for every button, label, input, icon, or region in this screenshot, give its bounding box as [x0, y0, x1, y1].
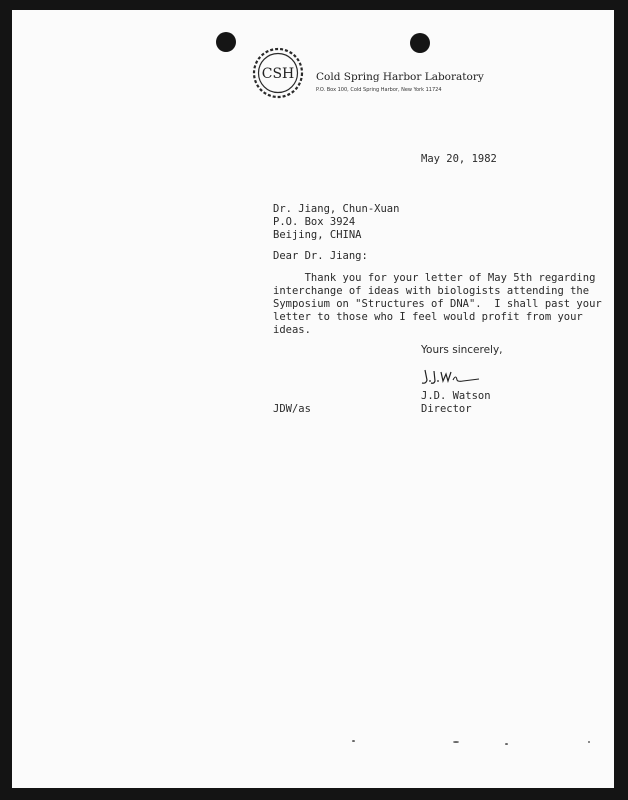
binder-hole-left	[216, 32, 236, 52]
signer-title: Director	[421, 403, 472, 415]
paper-speck	[453, 741, 459, 743]
svg-text:CSH: CSH	[261, 66, 295, 82]
csh-logo	[251, 46, 305, 100]
body-line: ideas.	[273, 324, 311, 336]
letter-date: May 20, 1982	[421, 153, 497, 165]
paper-speck	[505, 743, 508, 745]
typist-initials: JDW/as	[273, 403, 311, 415]
recipient-line: P.O. Box 3924	[273, 216, 356, 228]
signer-name: J.D. Watson	[421, 390, 491, 402]
binder-hole-right	[410, 33, 430, 53]
letter-page	[12, 10, 614, 788]
closing: Yours sincerely,	[421, 344, 503, 356]
body-line: letter to those who I feel would profit from your	[273, 311, 583, 323]
recipient-line: Dr. Jiang, Chun-Xuan	[273, 203, 400, 215]
body-line: Symposium on "Structures of DNA". I shall past your	[273, 298, 602, 310]
recipient-line: Beijing, CHINA	[273, 229, 362, 241]
handwritten-signature	[421, 366, 483, 388]
body-line: interchange of ideas with biologists attending the	[273, 285, 590, 297]
paper-speck	[588, 741, 590, 743]
org-address: P.O. Box 100, Cold Spring Harbor, New York 11724	[316, 87, 442, 93]
salutation: Dear Dr. Jiang:	[273, 250, 368, 262]
paper-speck	[352, 740, 355, 742]
body-line: Thank you for your letter of May 5th regarding	[273, 272, 596, 284]
org-name: Cold Spring Harbor Laboratory	[316, 71, 484, 83]
